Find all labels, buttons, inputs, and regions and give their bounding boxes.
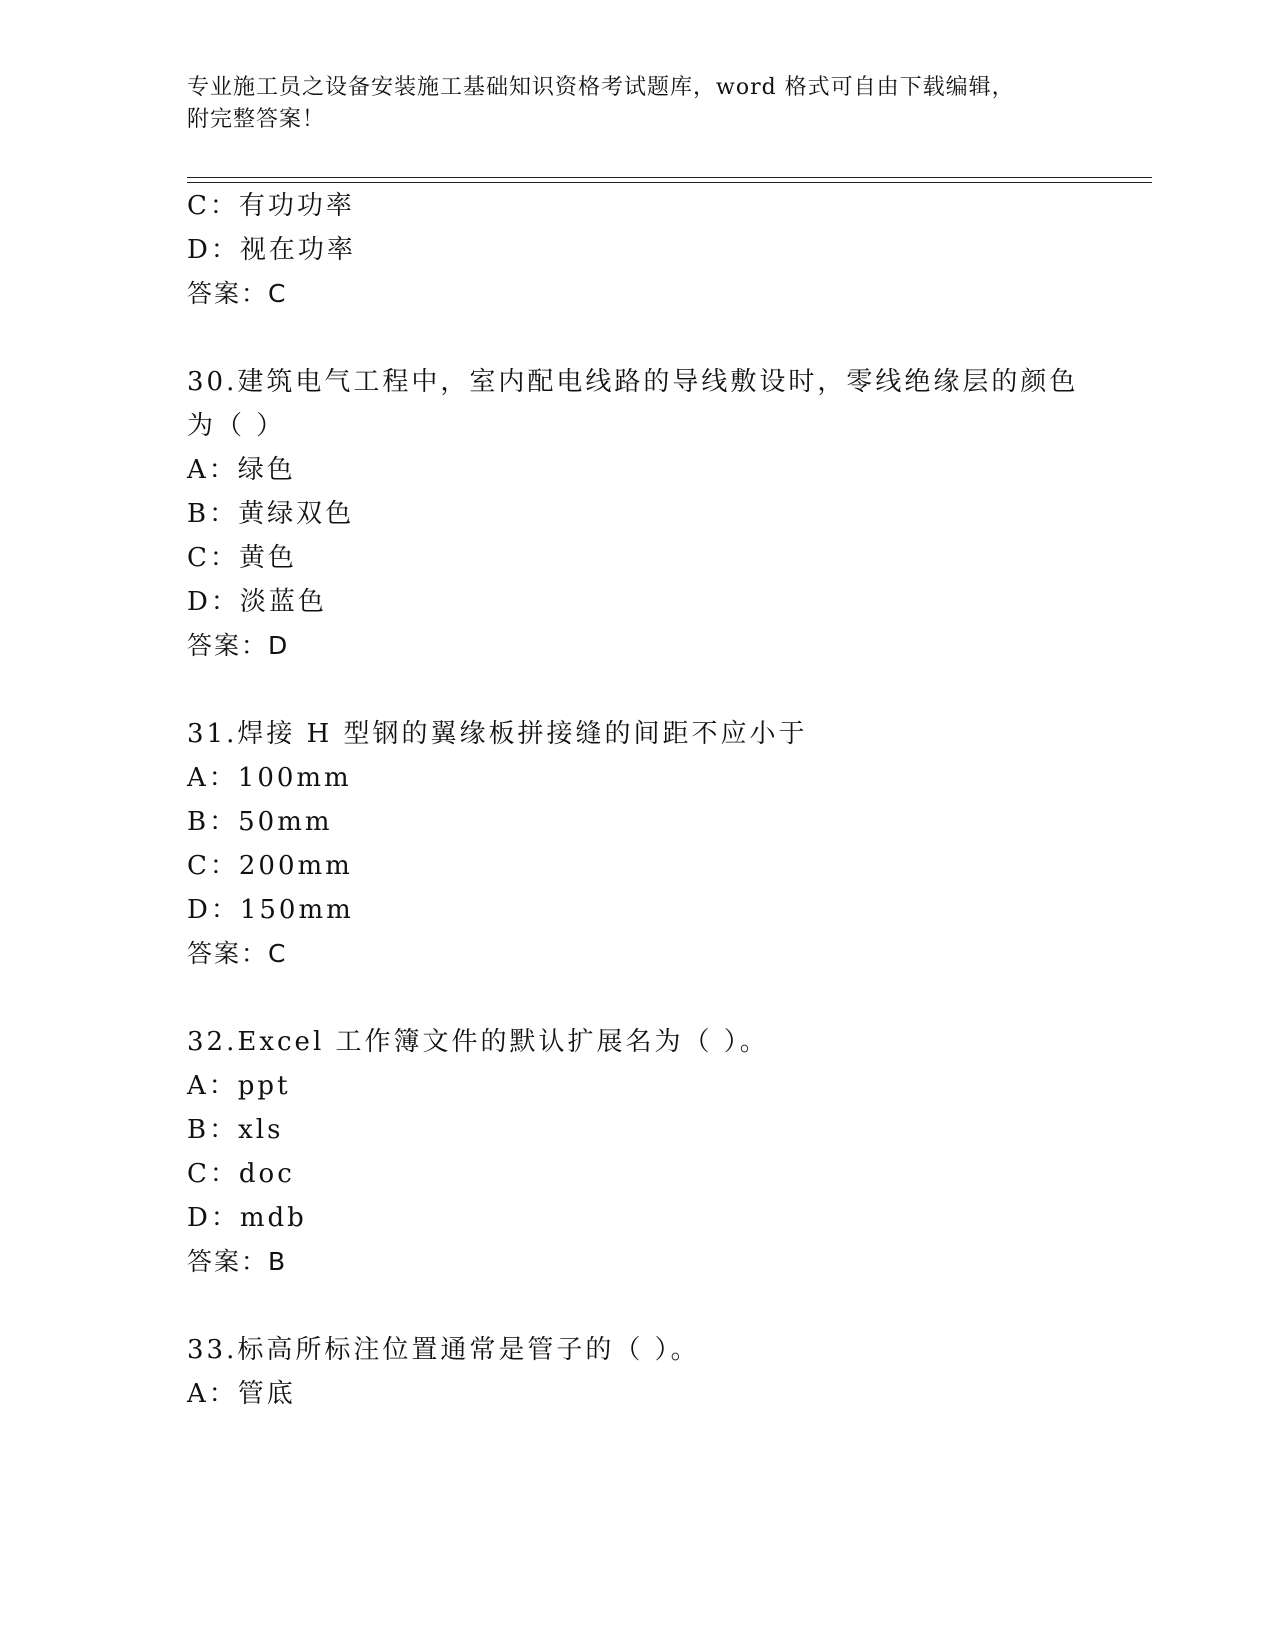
option-line: C：doc — [187, 1159, 295, 1189]
option-line: A：100mm — [187, 763, 352, 793]
header-divider-bottom — [187, 182, 1152, 183]
header-divider-top — [187, 177, 1152, 178]
answer-line: 答案：C — [187, 279, 288, 308]
question-stem: 32.Excel 工作簿文件的默认扩展名为（ ）。 — [187, 1027, 769, 1057]
option-line: D：150mm — [187, 895, 354, 925]
answer-line: 答案：B — [187, 1247, 288, 1276]
option-line: C：有功功率 — [187, 191, 355, 221]
option-line: D：mdb — [187, 1203, 307, 1233]
question-stem: 33.标高所标注位置通常是管子的（ ）。 — [187, 1335, 700, 1365]
answer-line: 答案：D — [187, 631, 290, 660]
header-line-1: 专业施工员之设备安装施工基础知识资格考试题库，word 格式可自由下载编辑， — [187, 75, 1015, 100]
option-line: C：黄色 — [187, 543, 297, 573]
document-header — [187, 72, 1087, 136]
option-line: B：50mm — [187, 807, 333, 837]
question-stem-continued: 为（ ） — [187, 411, 286, 441]
option-line: B：黄绿双色 — [187, 499, 355, 529]
option-line: A：绿色 — [187, 455, 296, 485]
option-line: A：ppt — [187, 1071, 291, 1101]
question-stem: 30.建筑电气工程中，室内配电线路的导线敷设时，零线绝缘层的颜色 — [187, 367, 1079, 397]
header-line-2: 附完整答案！ — [187, 107, 326, 132]
option-line: D：视在功率 — [187, 235, 356, 265]
question-stem: 31.焊接 H 型钢的翼缘板拼接缝的间距不应小于 — [187, 719, 808, 749]
answer-line: 答案：C — [187, 939, 288, 968]
option-line: C：200mm — [187, 851, 353, 881]
option-line: B：xls — [187, 1115, 284, 1145]
option-line: A：管底 — [187, 1379, 296, 1409]
option-line: D：淡蓝色 — [187, 587, 327, 617]
